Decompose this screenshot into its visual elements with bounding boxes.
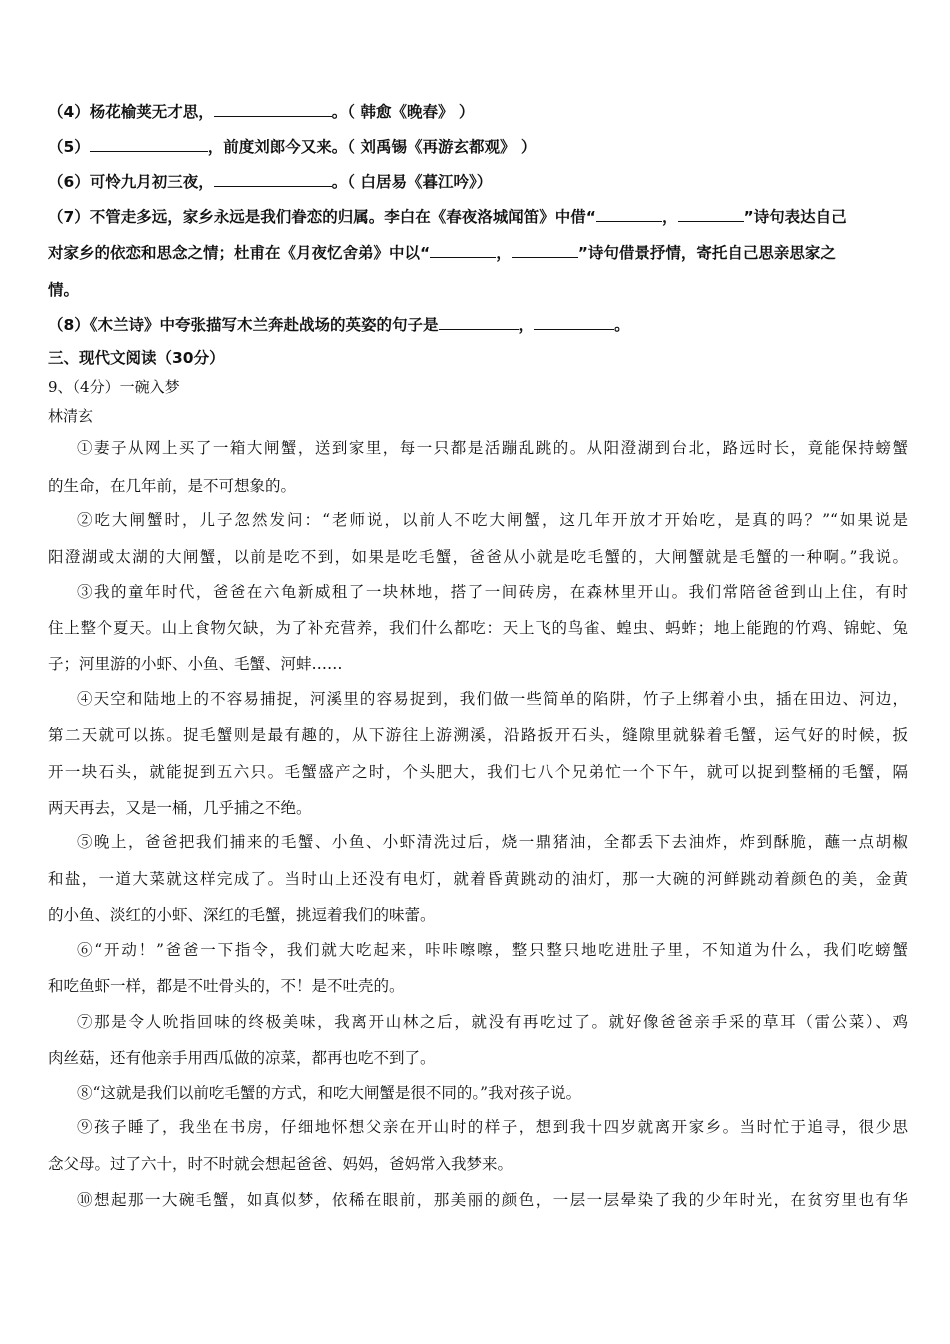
answer-blank[interactable] — [596, 207, 662, 222]
answer-blank[interactable] — [534, 315, 614, 330]
question-8-comma: ， — [518, 316, 535, 334]
paragraph-5-line-1: ⑤晚上，爸爸把我们捕来的毛蟹、小鱼、小虾清洗过后，烧一鼎猪油，全都丢下去油炸，炸到酥脆，蘸一点胡椒 — [77, 833, 908, 851]
question-7-text: ”诗句借景抒情，寄托自己思亲思家之 — [577, 244, 836, 262]
paragraph-7-line-1: ⑦那是令人吮指回味的终极美味，我离开山林之后，就没有再吃过了。就好像爸爸亲手采的草耳（雷公菜）、鸡 — [77, 1013, 908, 1031]
answer-blank[interactable] — [214, 102, 332, 117]
author: 林清玄 — [48, 407, 94, 425]
paragraph-4-line-4: 两天再去，又是一桶，几乎捕之不绝。 — [48, 799, 312, 817]
paragraph-2-line-1: ②吃大闸蟹时，儿子忽然发问：“老师说，以前人不吃大闸蟹，这几年开放才开始吃，是真的吗？”“如果说是 — [77, 511, 908, 529]
answer-blank[interactable] — [678, 207, 744, 222]
question-7-line-1 — [48, 207, 908, 227]
question-6-prefix: （6）可怜九月初三夜， — [48, 173, 214, 191]
paragraph-1-line-2: 的生命，在几年前，是不可想象的。 — [48, 477, 297, 495]
paragraph-2-line-2: 阳澄湖或太湖的大闸蟹，以前是吃不到，如果是吃毛蟹，爸爸从小就是吃毛蟹的，大闸蟹就是毛蟹的一种啊。”我说。 — [48, 548, 908, 566]
paragraph-4-line-2: 第二天就可以拣。捉毛蟹则是最有趣的，从下游往上游溯溪，沿路扳开石头，缝隙里就躲着毛蟹，运气好的时候，扳 — [48, 726, 908, 744]
question-7-line-3 — [48, 280, 908, 300]
question-4-suffix: 。（ 韩愈《晚春》 ） — [331, 103, 475, 121]
question-7-text: ”诗句表达自己 — [743, 208, 847, 226]
paragraph-7-line-2: 肉丝菇，还有他亲手用西瓜做的凉菜，都再也吃不到了。 — [48, 1049, 436, 1067]
question-5 — [48, 137, 908, 157]
question-6-suffix: 。（ 白居易《暮江吟》） — [331, 173, 493, 191]
paragraph-3-line-1: ③我的童年时代，爸爸在六龟新威租了一块林地，搭了一间砖房，在森林里开山。我们常陪爸爸到山上住，有时 — [77, 583, 908, 601]
paragraph-6-line-2: 和吃鱼虾一样，都是不吐骨头的，不！是不吐壳的。 — [48, 977, 405, 995]
paragraph-9-line-2: 念父母。过了六十，时不时就会想起爸爸、妈妈，爸妈常入我梦来。 — [48, 1155, 514, 1173]
answer-blank[interactable] — [439, 315, 519, 330]
question-7-text: （7）不管走多远，家乡永远是我们眷恋的归属。李白在《春夜洛城闻笛》中借“ — [48, 208, 596, 226]
paragraph-4-line-3: 开一块石头，就能捉到五六只。毛蟹盛产之时，个头肥大，我们七八个兄弟忙一个下午，就可以捉到整桶的毛蟹，隔 — [48, 763, 908, 781]
paragraph-3-line-3: 子；河里游的小虾、小鱼、毛蟹、河蚌…… — [48, 655, 343, 673]
question-7-line-2 — [48, 243, 908, 263]
q9-header: 9、（4分）一碗入梦 — [48, 378, 180, 396]
paragraph-6-line-1: ⑥“开动！”爸爸一下指令，我们就大吃起来，咔咔嚓嚓，整只整只地吃进肚子里，不知道为什么，我们吃螃蟹 — [77, 941, 908, 959]
question-6 — [48, 172, 908, 192]
answer-blank[interactable] — [512, 243, 578, 258]
question-7-comma: ， — [496, 244, 512, 262]
question-7-text: 情。 — [48, 281, 80, 299]
question-8 — [48, 315, 908, 335]
answer-blank[interactable] — [214, 172, 332, 187]
paragraph-10-line-1: ⑩想起那一大碗毛蟹，如真似梦，依稀在眼前，那美丽的颜色，一层一层晕染了我的少年时光，在贫穷里也有华 — [77, 1191, 908, 1209]
answer-blank[interactable] — [90, 137, 208, 152]
question-7-comma: ， — [661, 208, 678, 226]
question-4-prefix: （4）杨花榆荚无才思， — [48, 103, 214, 121]
paragraph-5-line-2: 和盐，一道大菜就这样完成了。当时山上还没有电灯，就着昏黄跳动的油灯，那一大碗的河鲜跳动着颜色的美，金黄 — [48, 870, 908, 888]
question-5-prefix: （5） — [48, 138, 90, 156]
question-8-suffix: 。 — [614, 316, 630, 334]
question-4 — [48, 102, 908, 122]
question-5-suffix: ，前度刘郎今又来。（ 刘禹锡《再游玄都观》 ） — [207, 138, 537, 156]
paragraph-9-line-1: ⑨孩子睡了，我坐在书房，仔细地怀想父亲在开山时的样子，想到我十四岁就离开家乡。当时忙于追寻，很少思 — [77, 1118, 908, 1136]
question-7-text: 对家乡的依恋和思念之情；杜甫在《月夜忆舍弟》中以“ — [48, 244, 431, 262]
paragraph-3-line-2: 住上整个夏天。山上食物欠缺，为了补充营养，我们什么都吃：天上飞的鸟雀、蝗虫、蚂蚱；地上能跑的竹鸡、锦蛇、兔 — [48, 619, 908, 637]
paragraph-4-line-1: ④天空和陆地上的不容易捕捉，河溪里的容易捉到，我们做一些简单的陷阱，竹子上绑着小虫，插在田边、河边， — [77, 690, 908, 708]
answer-blank[interactable] — [430, 243, 496, 258]
paragraph-8-line-1: ⑧“这就是我们以前吃毛蟹的方式，和吃大闸蟹是很不同的。”我对孩子说。 — [77, 1084, 582, 1102]
paragraph-5-line-3: 的小鱼、淡红的小虾、深红的毛蟹，挑逗着我们的味蕾。 — [48, 906, 436, 924]
question-8-prefix: （8）《木兰诗》中夸张描写木兰奔赴战场的英姿的句子是 — [48, 316, 439, 334]
section-title: 三、现代文阅读（30分） — [48, 349, 225, 367]
paragraph-1-line-1: ①妻子从网上买了一箱大闸蟹，送到家里，每一只都是活蹦乱跳的。从阳澄湖到台北，路远时长，竟能保持螃蟹 — [77, 439, 908, 457]
